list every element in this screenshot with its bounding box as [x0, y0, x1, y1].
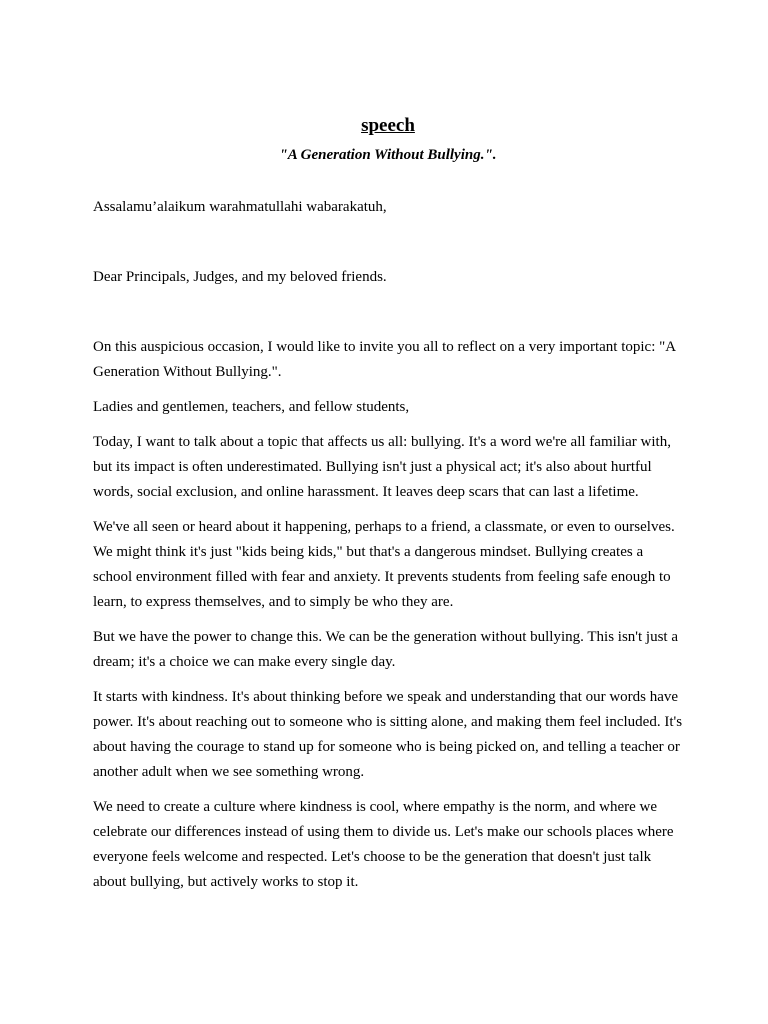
salutation-line: Dear Principals, Judges, and my beloved friends.	[93, 269, 387, 285]
body-paragraph: We need to create a culture where kindness is cool, where empathy is the norm, and where we celebrate our differences instead of using them to divide us. Let's make our schools places where everyone feels welcome and respected. Let's choose to be the generation that doesn't just talk about bullying, but actively works to stop it.	[93, 799, 674, 890]
document-title: speech	[361, 115, 415, 136]
body-paragraph: Ladies and gentlemen, teachers, and fellow students,	[93, 399, 410, 415]
greeting-line: Assalamu’alaikum warahmatullahi wabarakatuh,	[93, 199, 387, 215]
document-page	[93, 113, 683, 895]
body-paragraph: It starts with kindness. It's about thinking before we speak and understanding that our words have power. It's about reaching out to someone who is sitting alone, and making them feel included. It's about having the courage to stand up for someone who is being picked on, and telling a teacher or another adult when we see something wrong.	[93, 689, 683, 780]
body-paragraph: Today, I want to talk about a topic that affects us all: bullying. It's a word we're all familiar with, but its impact is often underestimated. Bullying isn't just a physical act; it's also about hurtful words, social exclusion, and online harassment. It leaves deep scars that can last a lifetime.	[93, 434, 671, 500]
body-paragraph: On this auspicious occasion, I would like to invite you all to reflect on a very important topic: "A Generation Without Bullying.".	[93, 339, 676, 380]
document-subtitle: "A Generation Without Bullying.".	[279, 147, 497, 163]
body-paragraph: But we have the power to change this. We can be the generation without bullying. This isn't just a dream; it's a choice we can make every single day.	[93, 629, 678, 670]
body-paragraph: We've all seen or heard about it happening, perhaps to a friend, a classmate, or even to ourselves. We might think it's just "kids being kids," but that's a dangerous mindset. Bullying creates a school environment filled with fear and anxiety. It prevents students from feeling safe enough to learn, to express themselves, and to simply be who they are.	[93, 519, 675, 610]
